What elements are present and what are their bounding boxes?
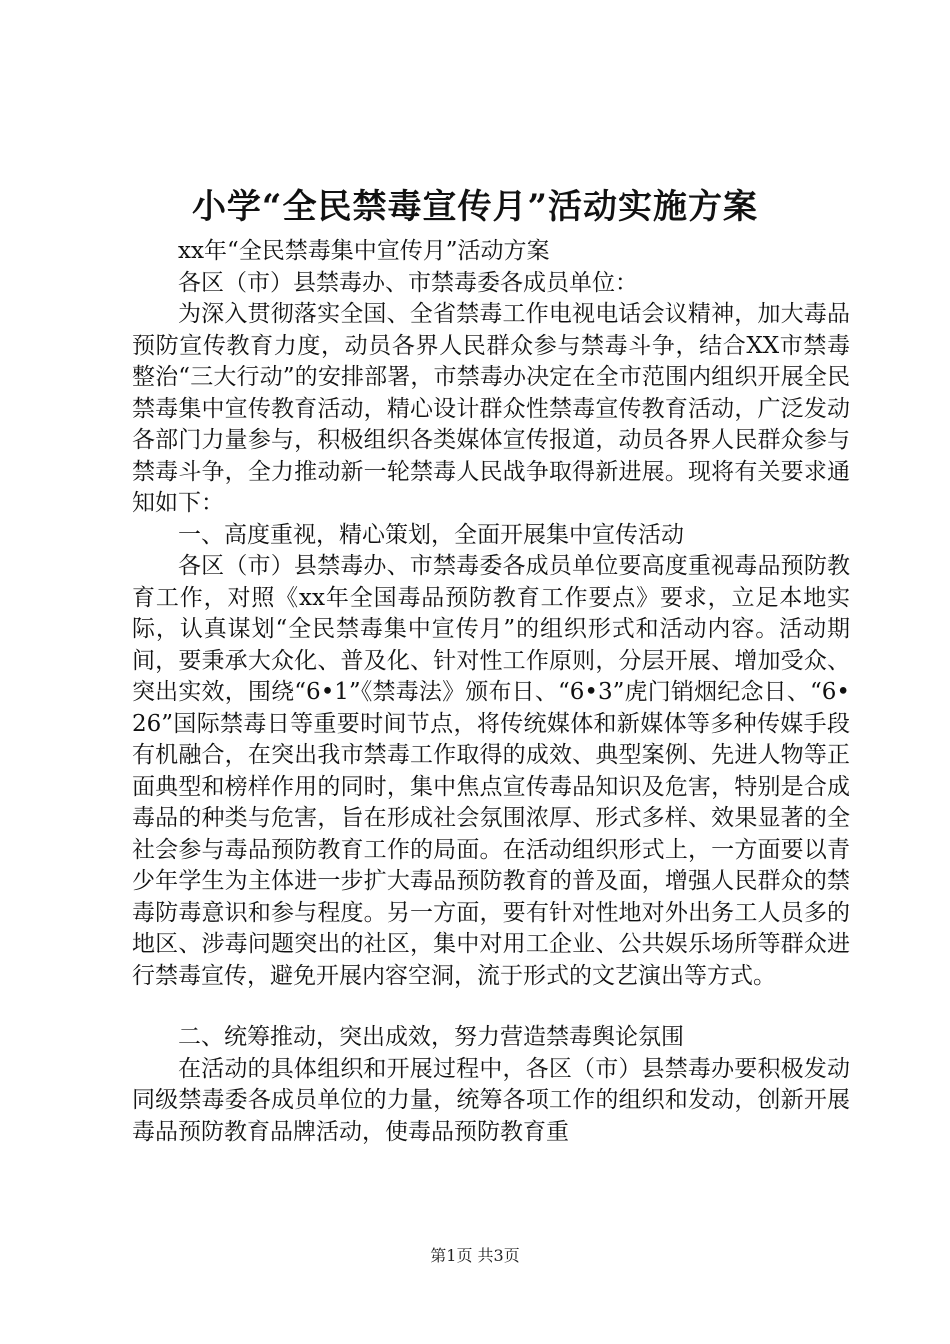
addressee-line: 各区（市）县禁毒办、市禁毒委各成员单位： bbox=[178, 269, 638, 296]
plan-subtitle: xx年“全民禁毒集中宣传月”活动方案 bbox=[178, 238, 550, 264]
section-1-paragraph: 各区（市）县禁毒办、市禁毒委各成员单位要高度重视毒品预防教育工作，对照《xx年全国毒品预防教育工作要点》要求，立足本地实际，认真谋划“全民禁毒集中宣传月”的组织形式和活动内容。活动期间，要秉承大众化、普及化、针对性工作原则，分层开展、增加受众、突出实效，围绕“6•1”《禁毒法》颁布日、“6•3”虎门销烟纪念日、“6•26”国际禁毒日等重要时间节点，将传统媒体和新媒体等多种传媒手段有机融合，在突出我市禁毒工作取得的成效、典型案例、先进人物等正面典型和榜样作用的同时，集中焦点宣传毒品知识及危害，特别是合成毒品的种类与危害，旨在形成社会氛围浓厚、形式多样、效果显著的全社会参与毒品预防教育工作的局面。在活动组织形式上，一方面要以青少年学生为主体进一步扩大毒品预防教育的普及面，增强人民群众的禁毒防毒意识和参与程度。另一方面，要有针对性地对外出务工人员多的地区、涉毒问题突出的社区，集中对用工企业、公共娱乐场所等群众进行禁毒宣传，避免开展内容空洞，流于形式的文艺演出等方式。 bbox=[132, 553, 850, 989]
intro-paragraph: 为深入贯彻落实全国、全省禁毒工作电视电话会议精神，加大毒品预防宣传教育力度，动员各界人民群众参与禁毒斗争，结合XX市禁毒整治“三大行动”的安排部署，市禁毒办决定在全市范围内组织开展全民禁毒集中宣传教育活动，精心设计群众性禁毒宣传教育活动，广泛发动各部门力量参与，积极组织各类媒体宣传报道，动员各界人民群众参与禁毒斗争，全力推动新一轮禁毒人民战争取得新进展。现将有关要求通知如下： bbox=[132, 301, 850, 516]
page-footer: 第1页 共3页 bbox=[430, 1246, 520, 1265]
section-heading-2: 二、统筹推动，突出成效，努力营造禁毒舆论氛围 bbox=[178, 1024, 684, 1050]
section-2-paragraph: 在活动的具体组织和开展过程中，各区（市）县禁毒办要积极发动同级禁毒委各成员单位的力量，统筹各项工作的组织和发动，创新开展毒品预防教育品牌活动，使毒品预防教育重 bbox=[132, 1055, 850, 1145]
paragraph-spacer bbox=[132, 992, 850, 1022]
document-title: 小学“全民禁毒宣传月”活动实施方案 bbox=[191, 187, 759, 227]
document-body bbox=[132, 236, 850, 1148]
section-heading-1: 一、高度重视，精心策划，全面开展集中宣传活动 bbox=[178, 521, 684, 548]
